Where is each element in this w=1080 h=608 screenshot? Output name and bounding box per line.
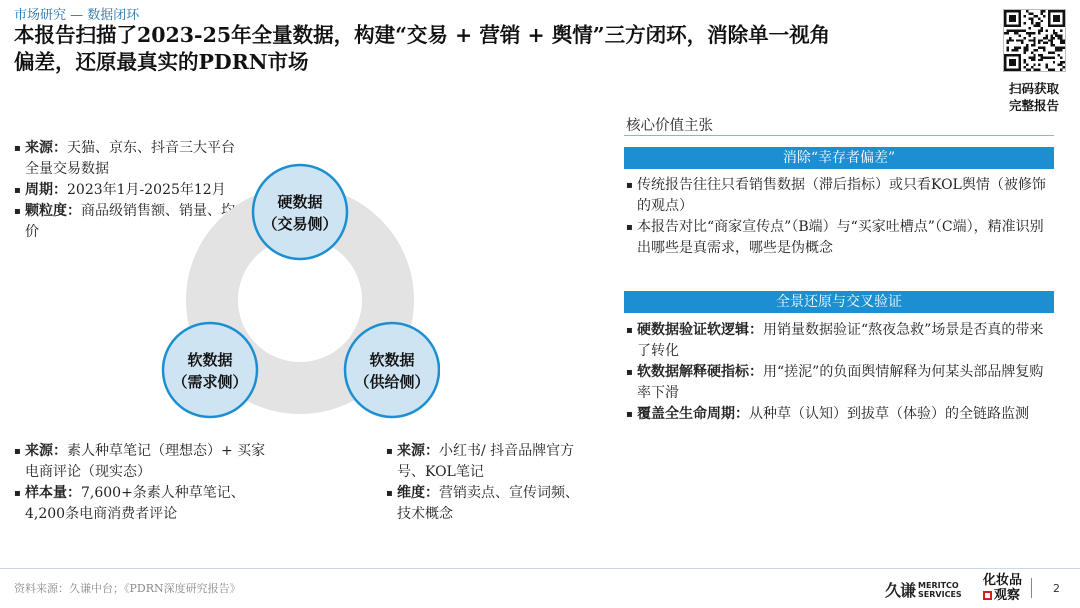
hard-data-sub: （交易侧） xyxy=(262,215,338,233)
soft-demand-notes xyxy=(14,441,276,525)
breadcrumb: 市场研究 — 数据闭环 xyxy=(14,8,140,23)
source-note: 资料来源：久谦中台；《PDRN深度研究报告》 xyxy=(14,582,241,595)
meritco-logo-en: MERITCO SERVICES xyxy=(918,580,962,599)
list-item: ▪ 周期：2023年1月-2025年12月 xyxy=(14,180,236,201)
qr-caption-line-1: 扫码获取 xyxy=(1008,81,1059,96)
data-loop-diagram xyxy=(150,160,440,440)
page-number: 2 xyxy=(1053,582,1060,595)
page-title xyxy=(14,22,974,76)
survivor-bias-notes xyxy=(626,175,1056,259)
red-square-icon xyxy=(983,591,992,600)
section-banner-survivor-bias: 消除“幸存者偏差” xyxy=(624,147,1054,169)
meritco-logo-cn: 久谦 xyxy=(885,581,916,600)
page-title-line-2: 偏差，还原最真实的PDRN市场 xyxy=(14,50,309,74)
value-title: 核心价值主张 xyxy=(626,118,713,134)
list-item: ▪ 来源：小红书/ 抖音品牌官方号、KOL笔记 xyxy=(386,441,586,483)
soft-supply-sub: （供给侧） xyxy=(354,373,430,391)
divider xyxy=(1031,578,1032,598)
soft-demand-sub: （需求侧） xyxy=(172,373,248,391)
list-item: ▪ 样本量：7,600+条素人种草笔记、4,200条电商消费者评论 xyxy=(14,483,276,525)
list-item: ▪ 维度：营销卖点、宣传词频、技术概念 xyxy=(386,483,586,525)
list-item: ▪ 软数据解释硬指标：用“搓泥”的负面舆情解释为何某头部品牌复购率下滑 xyxy=(626,362,1056,404)
soft-supply-notes xyxy=(386,441,586,525)
list-item: ▪ 传统报告往往只看销售数据（滞后指标）或只看KOL舆情（被修饰的观点） xyxy=(626,175,1056,217)
soft-supply-node xyxy=(345,323,439,417)
cosmetics-observer-logo: 化妆品 观察 xyxy=(983,573,1023,603)
soft-demand-node xyxy=(163,323,257,417)
divider xyxy=(624,135,1054,136)
soft-demand-label: 软数据 xyxy=(187,351,233,369)
list-item: ▪ 颗粒度：商品级销售额、销量、均价 xyxy=(14,201,236,243)
footer-divider xyxy=(0,568,1080,569)
list-item: ▪ 来源：天猫、京东、抖音三大平台全量交易数据 xyxy=(14,138,236,180)
soft-supply-label: 软数据 xyxy=(369,351,415,369)
hard-data-node xyxy=(253,165,347,259)
meritco-logo xyxy=(885,578,962,601)
list-item: ▪ 本报告对比“商家宣传点”（B端）与“买家吐槽点”（C端），精准识别出哪些是真需求，哪些是伪概念 xyxy=(626,217,1056,259)
list-item: ▪ 覆盖全生命周期：从种草（认知）到拔草（体验）的全链路监测 xyxy=(626,404,1056,425)
qr-code-icon[interactable] xyxy=(1003,9,1066,72)
page-title-line-1: 本报告扫描了2023-25年全量数据，构建“交易 + 营销 + 舆情”三方闭环，消除单一视角 xyxy=(14,23,831,47)
list-item: ▪ 来源：素人种草笔记（理想态）+ 买家电商评论（现实态） xyxy=(14,441,276,483)
hard-data-label: 硬数据 xyxy=(277,193,323,211)
qr-caption-line-2: 完整报告 xyxy=(1008,98,1059,113)
cross-validation-notes xyxy=(626,320,1056,425)
section-banner-cross-validation: 全景还原与交叉验证 xyxy=(624,291,1054,313)
qr-caption xyxy=(998,80,1070,114)
list-item: ▪ 硬数据验证软逻辑：用销量数据验证“熬夜急救”场景是否真的带来了转化 xyxy=(626,320,1056,362)
